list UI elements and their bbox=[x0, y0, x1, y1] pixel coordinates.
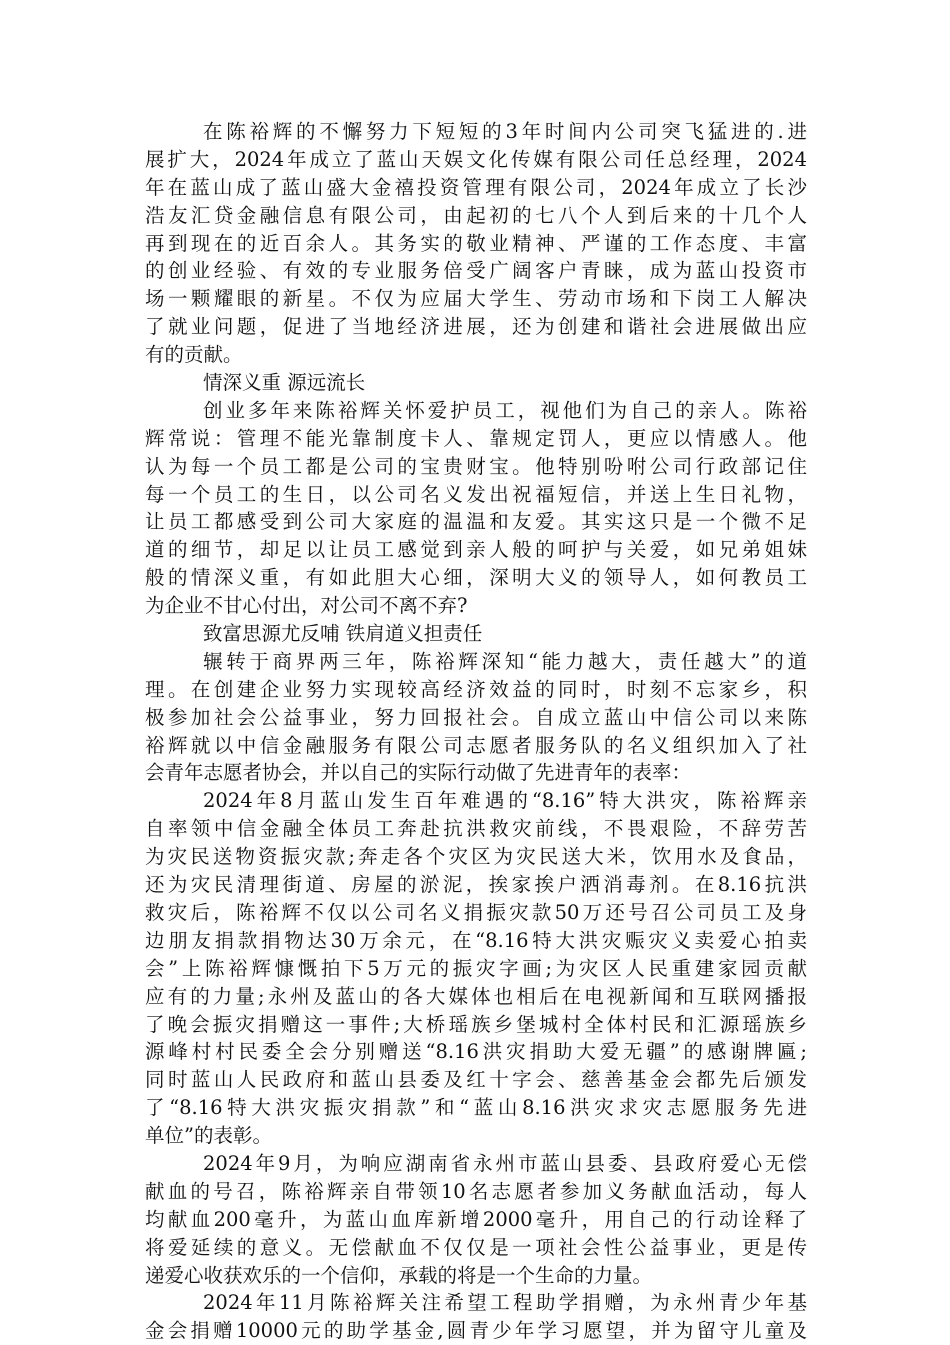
text-line: 单位”的表彰。 bbox=[145, 1124, 272, 1148]
text-line: 在陈裕辉的不懈努力下短短的3年时间内公司突飞猛进的.进 bbox=[203, 120, 807, 143]
text-line: 场一颗耀眼的新星。不仅为应届大学生、劳动市场和下岗工人解决 bbox=[145, 287, 807, 311]
text-line: 2024年11月陈裕辉关注希望工程助学捐赠，为永州青少年基 bbox=[203, 1291, 807, 1315]
text-line: 道的细节，却足以让员工感觉到亲人般的呵护与关爱，如兄弟姐妹 bbox=[145, 538, 807, 562]
text-line: 2024年8月蓝山发生百年难遇的“8.16”特大洪灾，陈裕辉亲 bbox=[203, 789, 807, 813]
text-line: 救灾后，陈裕辉不仅以公司名义捐振灾款50万还号召公司员工及身 bbox=[145, 900, 807, 924]
text-line: 致富思源尤反哺 铁肩道义担责任 bbox=[203, 622, 483, 646]
text-line: 让员工都感受到公司大家庭的温温和友爱。其实这只是一个微不足 bbox=[145, 510, 807, 534]
text-line: 情深义重 源远流长 bbox=[203, 371, 366, 395]
text-line: 将爱延续的意义。无偿献血不仅仅是一项社会性公益事业，更是传 bbox=[145, 1235, 807, 1259]
text-line: 再到现在的近百余人。其务实的敬业精神、严谨的工作态度、丰富 bbox=[145, 231, 807, 255]
text-line: 均献血200毫升，为蓝山血库新增2000毫升，用自己的行动诠释了 bbox=[145, 1207, 807, 1231]
text-line: 应有的力量;永州及蓝山的各大媒体也相后在电视新闻和互联网播报 bbox=[145, 984, 807, 1008]
text-line: 辉常说：管理不能光靠制度卡人、靠规定罚人，更应以情感人。他 bbox=[145, 426, 807, 450]
text-line: 源峰村村民委全会分别赠送“8.16洪灾捐助大爱无疆”的感谢牌匾; bbox=[145, 1040, 807, 1064]
text-line: 浩友汇贷金融信息有限公司，由起初的七八个人到后来的十几个人 bbox=[145, 203, 807, 227]
text-line: 裕辉就以中信金融服务有限公司志愿者服务队的名义组织加入了社 bbox=[145, 733, 807, 757]
text-line: 展扩大，2024年成立了蓝山天娱文化传媒有限公司任总经理，2024 bbox=[145, 147, 807, 171]
text-line: 同时蓝山人民政府和蓝山县委及红十字会、慈善基金会都先后颁发 bbox=[145, 1068, 807, 1092]
text-line: 会”上陈裕辉慷慨拍下5万元的振灾字画;为灾区人民重建家园贡献 bbox=[145, 956, 807, 980]
text-line: 2024年9月，为响应湖南省永州市蓝山县委、县政府爱心无偿 bbox=[203, 1151, 807, 1175]
text-line: 会青年志愿者协会，并以自己的实际行动做了先进青年的表率： bbox=[145, 761, 692, 785]
text-line: 了就业问题，促进了当地经济进展，还为创建和谐社会进展做出应 bbox=[145, 315, 807, 339]
text-line: 献血的号召，陈裕辉亲自带领10名志愿者参加义务献血活动，每人 bbox=[145, 1179, 807, 1203]
text-line: 极参加社会公益事业，努力回报社会。自成立蓝山中信公司以来陈 bbox=[145, 705, 807, 729]
text-line: 了晚会振灾捐赠这一事件;大桥瑶族乡堡城村全体村民和汇源瑶族乡 bbox=[145, 1012, 807, 1036]
text-line: 辗转于商界两三年，陈裕辉深知“能力越大，责任越大”的道 bbox=[203, 649, 807, 673]
text-line: 边朋友捐款捐物达30万余元，在“8.16特大洪灾赈灾义卖爱心拍卖 bbox=[145, 928, 807, 952]
text-line: 年在蓝山成了蓝山盛大金禧投资管理有限公司，2024年成立了长沙 bbox=[145, 175, 807, 199]
text-line: 递爱心收获欢乐的一个信仰，承载的将是一个生命的力量。 bbox=[145, 1263, 653, 1287]
text-line: 每一个员工的生日，以公司名义发出祝福短信，并送上生日礼物， bbox=[145, 482, 807, 506]
text-line: 为灾民送物资振灾款;奔走各个灾区为灾民送大米，饮用水及食品， bbox=[145, 845, 807, 869]
text-line: 有的贡献。 bbox=[145, 343, 243, 367]
text-line: 自率领中信金融全体员工奔赴抗洪救灾前线，不畏艰险，不辞劳苦 bbox=[145, 817, 807, 841]
text-line: 为企业不甘心付出，对公司不离不弃? bbox=[145, 594, 468, 618]
text-line: 般的情深义重，有如此胆大心细，深明大义的领导人，如何教员工 bbox=[145, 566, 807, 590]
document-page bbox=[145, 118, 807, 1345]
text-line: 金会捐赠10000元的助学基金,圆青少年学习愿望，并为留守儿童及 bbox=[145, 1319, 807, 1343]
text-line: 理。在创建企业努力实现较高经济效益的同时，时刻不忘家乡，积 bbox=[145, 677, 807, 701]
text-line: 创业多年来陈裕辉关怀爱护员工，视他们为自己的亲人。陈裕 bbox=[203, 398, 807, 422]
text-line: 认为每一个员工都是公司的宝贵财宝。他特别吩咐公司行政部记住 bbox=[145, 454, 807, 478]
text-line: 还为灾民清理街道、房屋的淤泥，挨家挨户洒消毒剂。在8.16抗洪 bbox=[145, 873, 807, 897]
text-line: 的创业经验、有效的专业服务倍受广阔客户青睐，成为蓝山投资市 bbox=[145, 259, 807, 283]
text-line: 了“8.16特大洪灾振灾捐款”和“蓝山8.16洪灾求灾志愿服务先进 bbox=[145, 1096, 807, 1120]
